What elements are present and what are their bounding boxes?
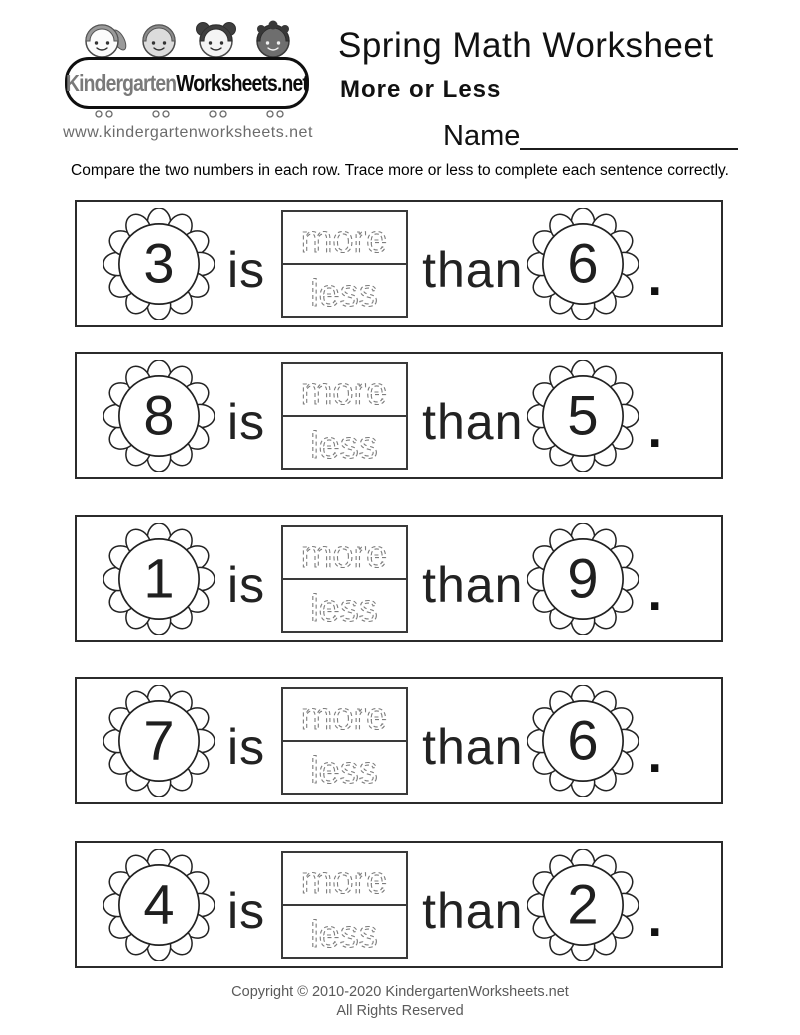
- flower-number-left: [103, 208, 215, 320]
- trace-word-more: more: [300, 370, 388, 413]
- trace-word-less: less: [310, 749, 378, 792]
- page-subtitle: More or Less: [340, 76, 502, 103]
- trace-word-more: more: [300, 859, 388, 902]
- trace-word-less: less: [310, 587, 378, 630]
- flower-number-right: [527, 360, 639, 472]
- right-number: 6: [567, 708, 600, 772]
- kid-girl-pigtails-icon: [197, 23, 236, 58]
- trace-more-cell[interactable]: [281, 210, 408, 265]
- trace-word-less: less: [310, 272, 378, 315]
- page-title: Spring Math Worksheet: [338, 26, 714, 65]
- name-label: Name: [443, 120, 521, 152]
- trace-more-cell[interactable]: [281, 362, 408, 417]
- sentence-period: .: [647, 563, 662, 622]
- left-number: 7: [143, 708, 175, 772]
- name-field: [443, 120, 738, 153]
- right-number: 2: [567, 872, 600, 936]
- trace-more-cell[interactable]: [281, 687, 408, 742]
- word-than: than: [422, 882, 524, 939]
- trace-less-cell[interactable]: [281, 904, 408, 959]
- left-number: 4: [143, 872, 175, 936]
- site-url: www.kindergartenworksheets.net: [63, 124, 313, 141]
- flower-number-right: [527, 208, 639, 320]
- sentence-row-3: [75, 515, 723, 642]
- instructions-text: Compare the two numbers in each row. Trace more or less to complete each sentence correctly.: [71, 162, 729, 179]
- brand-second: Worksheets.net: [176, 69, 308, 96]
- word-than: than: [422, 393, 524, 450]
- logo-brand-text: [66, 70, 308, 97]
- left-number: 1: [143, 546, 175, 610]
- word-than: than: [422, 556, 524, 613]
- kid-girl-ponytail-icon: [86, 25, 129, 57]
- flower-number-left: [103, 685, 215, 797]
- kid-boy-icon: [143, 25, 175, 57]
- trace-less-cell[interactable]: [281, 578, 408, 633]
- kids-illustration: [75, 14, 293, 60]
- right-number: 9: [567, 546, 600, 610]
- trace-less-cell[interactable]: [281, 740, 408, 795]
- trace-more-cell[interactable]: [281, 851, 408, 906]
- trace-box: [281, 210, 408, 318]
- flower-number-right: [527, 523, 639, 635]
- trace-box: [281, 687, 408, 795]
- sentence-period: .: [647, 725, 662, 784]
- trace-less-cell[interactable]: [281, 415, 408, 470]
- trace-box: [281, 851, 408, 959]
- brand-first: Kindergarten: [66, 69, 177, 96]
- right-number: 6: [567, 231, 600, 295]
- sentence-row-1: [75, 200, 723, 327]
- flower-number-right: [527, 849, 639, 961]
- trace-word-less: less: [310, 913, 378, 956]
- word-is: is: [227, 556, 266, 613]
- trace-less-cell[interactable]: [281, 263, 408, 318]
- word-is: is: [227, 393, 266, 450]
- sentence-period: .: [647, 889, 662, 948]
- kid-boy-curly-icon: [257, 21, 289, 58]
- trace-word-less: less: [310, 424, 378, 467]
- right-number: 5: [567, 383, 600, 447]
- word-than: than: [422, 241, 524, 298]
- kids-feet-illustration: [77, 108, 295, 120]
- flower-number-left: [103, 360, 215, 472]
- left-number: 8: [143, 383, 175, 447]
- trace-word-more: more: [300, 218, 388, 261]
- trace-word-more: more: [300, 533, 388, 576]
- word-than: than: [422, 718, 524, 775]
- page-footer: [0, 984, 800, 1019]
- sentence-period: .: [647, 248, 662, 307]
- left-number: 3: [143, 231, 175, 295]
- trace-more-cell[interactable]: [281, 525, 408, 580]
- word-is: is: [227, 718, 266, 775]
- word-is: is: [227, 882, 266, 939]
- sentence-period: .: [647, 400, 662, 459]
- sentence-row-2: [75, 352, 723, 479]
- flower-number-left: [103, 523, 215, 635]
- trace-box: [281, 525, 408, 633]
- trace-box: [281, 362, 408, 470]
- sentence-row-4: [75, 677, 723, 804]
- flower-number-right: [527, 685, 639, 797]
- word-is: is: [227, 241, 266, 298]
- rights-text: All Rights Reserved: [336, 1003, 464, 1019]
- copyright-text: Copyright © 2010-2020 KindergartenWorksheets.net: [231, 984, 569, 1000]
- flower-number-left: [103, 849, 215, 961]
- trace-word-more: more: [300, 695, 388, 738]
- logo-box: [65, 57, 309, 109]
- sentence-row-5: [75, 841, 723, 968]
- name-blank-line[interactable]: [520, 148, 738, 150]
